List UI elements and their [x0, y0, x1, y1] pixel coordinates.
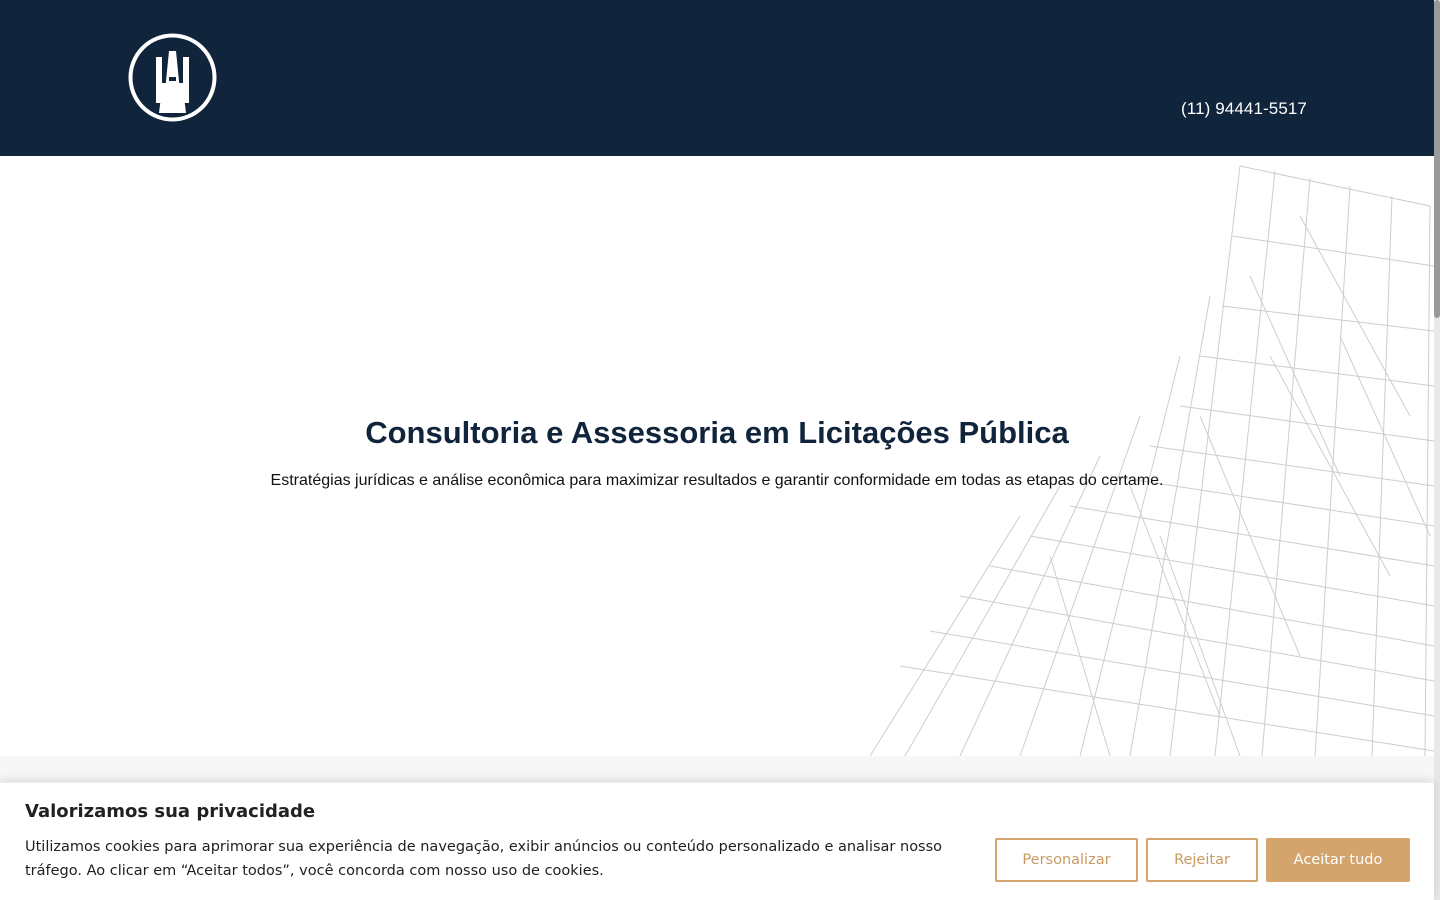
site-header [0, 0, 1440, 156]
building-wireframe-background [0, 156, 1440, 756]
reject-button[interactable]: Rejeitar [1146, 838, 1258, 882]
cookie-banner-text: Utilizamos cookies para aprimorar sua experiência de navegação, exibir anúncios ou conteúdo personalizado e analisar nosso tráfego. Ao clicar em “Aceitar todos”, você concorda com nosso uso de cookies. [25, 839, 943, 879]
hero-section [0, 156, 1440, 756]
customize-button[interactable]: Personalizar [995, 838, 1138, 882]
hero-title: Consultoria e Assessoria em Licitações Pública [365, 415, 1069, 450]
hero-subtitle: Estratégias jurídicas e análise econômica para maximizar resultados e garantir conformidade em todas as etapas do certame. [270, 472, 1164, 489]
phone-link[interactable]: (11) 94441-5517 [1181, 99, 1307, 118]
cookie-consent-banner [0, 782, 1434, 900]
cookie-banner-title: Valorizamos sua privacidade [25, 801, 316, 822]
accept-all-button[interactable]: Aceitar tudo [1266, 838, 1410, 882]
scrollbar-thumb[interactable] [1434, 0, 1440, 318]
scrollbar[interactable] [1434, 0, 1440, 900]
logo-icon [128, 33, 217, 122]
